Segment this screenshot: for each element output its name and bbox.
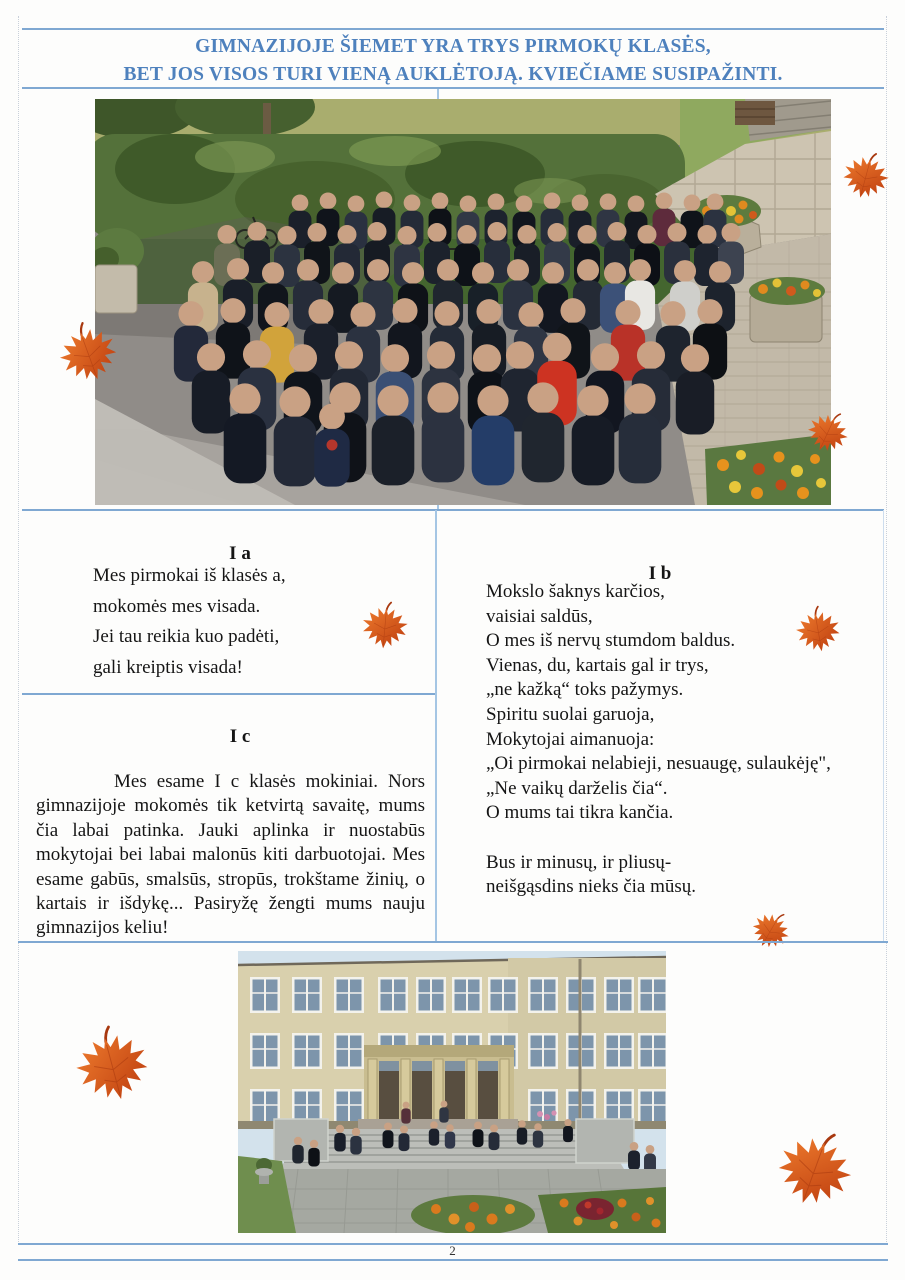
poem-line: Vienas, du, kartais gal ir trys, (486, 654, 709, 676)
maple-leaf-icon (741, 900, 800, 961)
class-ib-poem (486, 580, 831, 900)
poem-line: O mes iš nervų stumdom baldus. (486, 630, 736, 652)
poem-line: „Ne vaikų darželis čia“. (486, 777, 668, 799)
page-number: 2 (449, 1243, 456, 1258)
poem-line: gali kreiptis visada! (93, 656, 243, 678)
poem-line: Spiritu suolai garuoja, (486, 703, 655, 725)
column-right-border (883, 510, 884, 942)
poem-line: mokomės mes visada. (93, 595, 261, 617)
poem-line: „ne kažką“ toks pažymys. (486, 679, 684, 701)
poem-line: Bus ir minusų, ir pliusų- (486, 851, 672, 873)
class-ic-title: I c (229, 725, 251, 747)
maple-leaf-icon (760, 1112, 870, 1225)
page-edge-line (18, 16, 19, 1244)
section-divider (22, 693, 435, 695)
poem-line: Mes pirmokai iš klasės a, (93, 565, 286, 586)
column-divider (435, 510, 437, 942)
maple-leaf-icon (61, 1012, 163, 1118)
class-ia-poem (93, 561, 286, 683)
poem-line: „Oi pirmokai nelabieji, nesuaugę, sulaukėję", (486, 753, 831, 775)
class-ia-title: I a (229, 542, 251, 564)
header-line-1: GIMNAZIJOJE ŠIEMET YRA TRYS PIRMOKŲ KLASĖS, (195, 36, 711, 57)
poem-line (486, 826, 831, 851)
maple-leaf-icon (834, 142, 899, 210)
header-line-2: BET JOS VISOS TURI VIENĄ AUKLĖTOJĄ. KVIEČIAME SUSIPAŽINTI. (123, 64, 783, 85)
school-photo (238, 951, 666, 1233)
poem-line: Mokslo šaknys karčios, (486, 581, 665, 602)
section-divider (18, 941, 888, 943)
poem-line: vaisiai saldūs, (486, 605, 593, 627)
poem-line: O mums tai tikra kančia. (486, 802, 674, 824)
group-photo (95, 99, 831, 505)
class-ic-paragraph: Mes esame I c klasės mokiniai. Nors gimnazijoje mokomės tik ketvirtą savaitę, mums čia labai patinka. Jauki aplinka ir nuostabūs mokytojai bei labai malonūs kiti darbuotojai. Mes esame gabūs, smalsūs, stropūs, trokštame žinių, o kartais ir išdykę... Pasiryžę žengti mums nauju gimnazijos keliu! (36, 771, 425, 939)
section-divider (22, 509, 884, 511)
poem-line: Jei tau reikia kuo padėti, (93, 626, 280, 647)
maple-leaf-icon (357, 596, 414, 656)
poem-line: neišgąsdins nieks čia mūsų. (486, 876, 697, 898)
page-header (22, 28, 884, 89)
poem-line: Mokytojai aimanuoja: (486, 728, 655, 750)
class-ib-title: I b (648, 562, 672, 584)
footer-rule (18, 1259, 888, 1261)
